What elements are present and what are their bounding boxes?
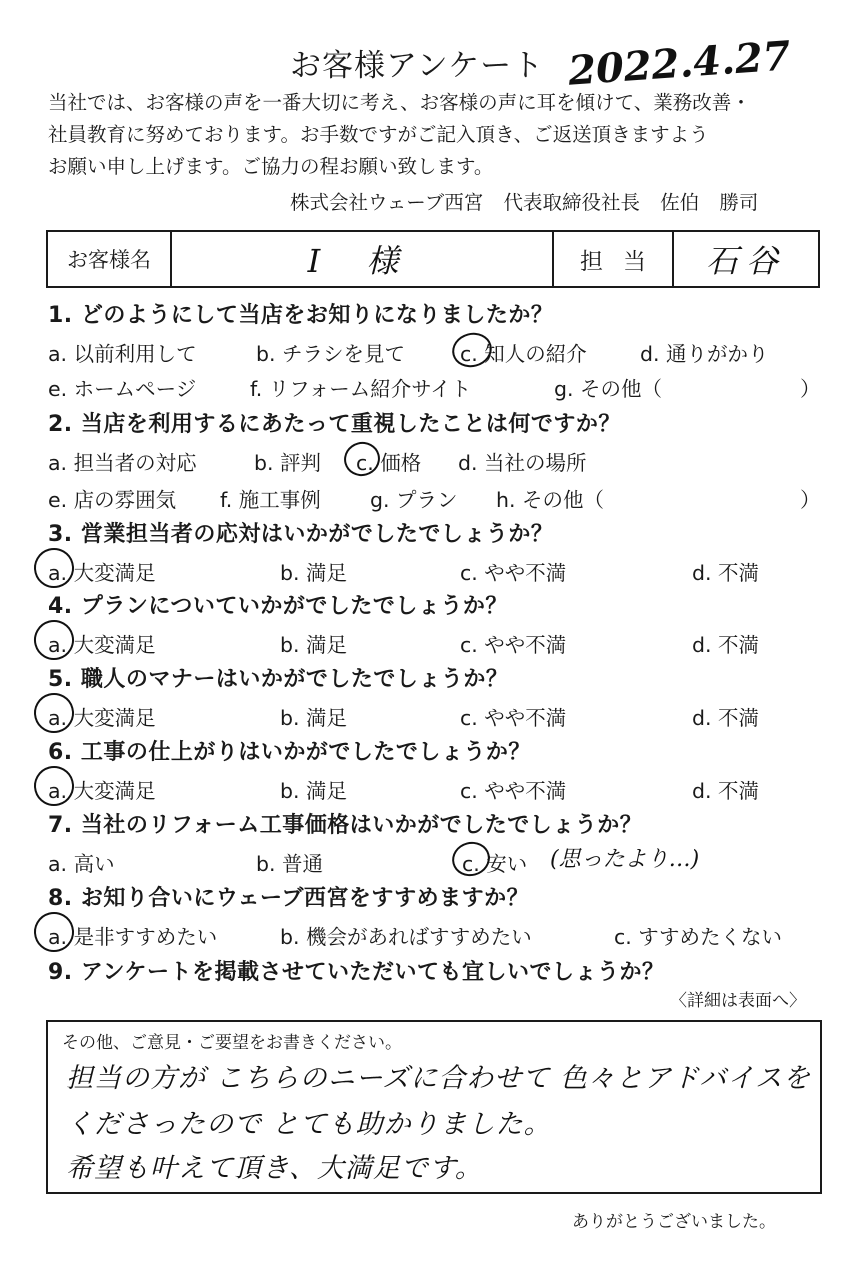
q1-option-e[interactable]: e. ホームページ [48,377,197,401]
question-1: 1. どのようにして当店をお知りになりましたか？ [48,303,554,328]
q4-option-a[interactable]: a. 大変満足 [48,633,156,657]
q4-option-c[interactable]: c. やや不満 [460,633,567,657]
q2-option-h-close: ） [800,488,821,512]
staff-value: 石谷 [705,242,786,280]
q5-option-d[interactable]: d. 不満 [692,706,760,730]
q4-option-d[interactable]: d. 不満 [692,633,760,657]
staff-field[interactable] [672,232,818,286]
comments-label: その他、ご意見・ご要望をお書きください。 [62,1033,402,1053]
detail-note: 〈詳細は表面へ〉 [670,991,806,1011]
comment-line-2: くださったので とても助かりました。 [66,1109,552,1140]
question-8: 8. お知り合いにウェーブ西宮をすすめますか？ [48,886,530,911]
q4-option-b[interactable]: b. 満足 [280,633,348,657]
customer-name-value: I 様 [307,242,417,280]
q1-option-g-close: ） [800,377,821,401]
comment-line-1: 担当の方が こちらのニーズに合わせて 色々とアドバイスを [66,1063,812,1094]
question-3: 3. 営業担当者の応対はいかがでしたでしょうか？ [48,522,554,547]
q7-handwritten-note: (思ったより…) [550,847,700,872]
q8-option-a[interactable]: a. 是非すすめたい [48,925,218,949]
q1-option-b[interactable]: b. チラシを見て [256,342,406,366]
q8-option-c[interactable]: c. すすめたくない [614,925,783,949]
q6-option-a[interactable]: a. 大変満足 [48,779,156,803]
customer-info-table [46,230,820,288]
q5-option-b[interactable]: b. 満足 [280,706,348,730]
q5-option-a[interactable]: a. 大変満足 [48,706,156,730]
q2-option-d[interactable]: d. 当社の場所 [458,451,587,475]
q2-option-e[interactable]: e. 店の雰囲気 [48,488,177,512]
intro-line-3: お願い申し上げます。ご協力の程お願い致します。 [48,155,494,178]
q8-option-b[interactable]: b. 機会があればすすめたい [280,925,532,949]
question-5: 5. 職人のマナーはいかがでしたでしょうか？ [48,667,509,692]
q2-option-g[interactable]: g. プラン [370,488,458,512]
handwritten-date: 2022.4.27 [566,32,793,95]
q1-option-c[interactable]: c. 知人の紹介 [460,342,587,366]
thanks-text: ありがとうございました。 [572,1212,776,1232]
question-2: 2. 当店を利用するにあたって重視したことは何ですか？ [48,412,621,437]
intro-line-2: 社員教育に努めております。お手数ですがご記入頂き、ご返送頂きますよう [48,123,709,146]
question-4: 4. プランについていかがでしたでしょうか？ [48,594,508,619]
q3-option-d[interactable]: d. 不満 [692,561,760,585]
q6-option-b[interactable]: b. 満足 [280,779,348,803]
q5-option-c[interactable]: c. やや不満 [460,706,567,730]
q2-option-f[interactable]: f. 施工事例 [220,488,321,512]
q7-option-b[interactable]: b. 普通 [256,852,324,876]
q7-option-c[interactable]: c. 安い [462,852,528,876]
q6-option-c[interactable]: c. やや不満 [460,779,567,803]
survey-title: お客様アンケート [290,48,545,84]
q1-option-a[interactable]: a. 以前利用して [48,342,197,366]
q2-option-h[interactable]: h. その他（ [496,488,605,512]
comment-line-3: 希望も叶えて頂き、大満足です。 [66,1153,483,1184]
q2-option-c[interactable]: c. 価格 [356,451,422,475]
q6-option-d[interactable]: d. 不満 [692,779,760,803]
q2-option-b[interactable]: b. 評判 [254,451,322,475]
company-signature-line: 株式会社ウェーブ西宮 代表取締役社長 佐伯 勝司 [290,191,759,214]
comments-box[interactable] [46,1020,822,1194]
q3-option-a[interactable]: a. 大変満足 [48,561,156,585]
q2-option-a[interactable]: a. 担当者の対応 [48,451,197,475]
staff-label: 担当 [552,232,672,286]
customer-name-field[interactable] [170,232,552,286]
question-9: 9. アンケートを掲載させていただいても宜しいでしょうか？ [48,960,665,985]
q3-option-c[interactable]: c. やや不満 [460,561,567,585]
question-6: 6. 工事の仕上がりはいかがでしたでしょうか？ [48,740,531,765]
question-7: 7. 当社のリフォーム工事価格はいかがでしたでしょうか？ [48,813,643,838]
q1-option-f[interactable]: f. リフォーム紹介サイト [250,377,472,401]
q7-option-a[interactable]: a. 高い [48,852,115,876]
q1-option-d[interactable]: d. 通りがかり [640,342,769,366]
q1-option-g[interactable]: g. その他（ [554,377,663,401]
intro-line-1: 当社では、お客様の声を一番大切に考え、お客様の声に耳を傾けて、業務改善・ [48,91,751,114]
customer-name-label: お客様名 [67,248,151,272]
q3-option-b[interactable]: b. 満足 [280,561,348,585]
